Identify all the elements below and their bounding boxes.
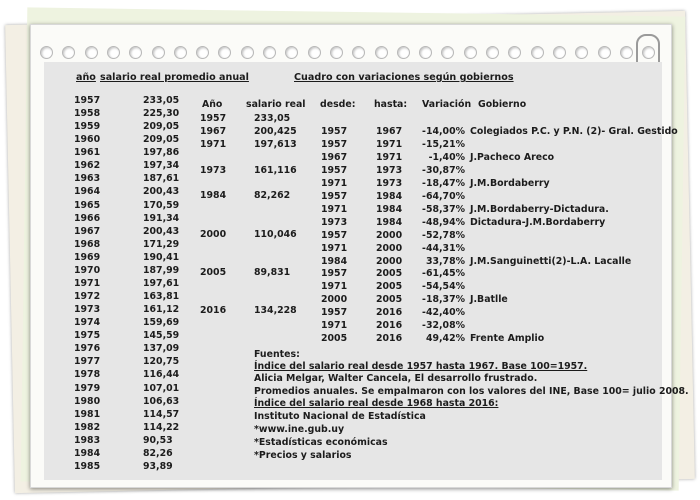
snapshot-label-salario: salario real (246, 99, 306, 110)
annual-year: 1967 (74, 225, 101, 237)
printed-table-sheet (44, 62, 689, 480)
variation-pct: 33,78% (425, 255, 465, 267)
punch-hole (531, 46, 544, 59)
annual-year: 1968 (74, 238, 101, 250)
variation-gobierno: Dictadura-J.M.Bordaberry (470, 216, 606, 228)
punch-hole (464, 46, 477, 59)
variation-gobierno: Frente Amplio (470, 333, 545, 345)
variation-pct: -42,40% (422, 307, 465, 319)
variation-hasta: 1971 (376, 138, 403, 150)
snapshot-year: 2016 (200, 305, 227, 316)
variation-hasta: 1973 (376, 177, 403, 189)
punch-hole (375, 46, 388, 59)
sources-line-4: Índice del salario real desde 1968 hasta 2016: (254, 398, 499, 409)
snapshot-value: 134,228 (254, 305, 297, 316)
sources-title: Fuentes: (254, 349, 300, 360)
snapshot-year: 1971 (200, 139, 227, 150)
annual-year: 1958 (74, 108, 101, 120)
variation-hasta: 2005 (376, 294, 403, 306)
punch-hole (598, 46, 611, 59)
annual-value: 190,41 (143, 251, 180, 263)
annual-year: 1965 (74, 199, 101, 211)
annual-value: 120,75 (143, 356, 180, 368)
punch-hole (553, 46, 566, 59)
annual-year: 1973 (74, 304, 101, 316)
annual-value: 163,81 (143, 291, 180, 303)
variation-desde: 1971 (321, 203, 348, 215)
punch-hole (285, 46, 298, 59)
annual-value: 161,12 (143, 304, 180, 316)
annual-year: 1962 (74, 160, 101, 172)
annual-value: 225,30 (143, 108, 180, 120)
variation-pct: -64,70% (422, 190, 465, 202)
variation-pct: -58,37% (422, 203, 465, 215)
annual-year: 1979 (74, 382, 101, 394)
sources-line-8: *Precios y salarios (254, 450, 352, 461)
variation-pct: -54,54% (422, 281, 465, 293)
header-salario: salario real promedio anual (100, 72, 249, 83)
punch-hole (40, 46, 53, 59)
annual-year: 1980 (74, 395, 101, 407)
annual-value: 93,89 (143, 460, 173, 472)
annual-value: 170,59 (143, 199, 180, 211)
variation-label-variacion: Variación (422, 99, 472, 110)
variation-pct: -48,94% (422, 216, 465, 228)
variation-pct: -30,87% (422, 164, 465, 176)
annual-year: 1983 (74, 434, 101, 446)
variation-desde: 1957 (321, 138, 348, 150)
annual-value: 107,01 (143, 382, 180, 394)
annual-value: 187,61 (143, 173, 180, 185)
annual-year: 1974 (74, 317, 101, 329)
variation-hasta: 2005 (376, 281, 403, 293)
annual-year: 1960 (74, 134, 101, 146)
table-title: Cuadro con variaciones según gobiernos (294, 72, 514, 83)
punch-hole (575, 46, 588, 59)
punch-hole (397, 46, 410, 59)
variation-label-desde: desde: (320, 99, 356, 110)
annual-year: 1961 (74, 147, 101, 159)
annual-year: 1963 (74, 173, 101, 185)
annual-year: 1975 (74, 330, 101, 342)
variation-gobierno: J.Pacheco Areco (470, 151, 555, 163)
annual-value: 114,57 (143, 408, 180, 420)
punch-hole (486, 46, 499, 59)
annual-year: 1970 (74, 264, 101, 276)
punch-holes (40, 46, 650, 62)
annual-value: 209,05 (143, 121, 180, 133)
header-anio: año (76, 72, 96, 83)
variation-pct: -44,31% (422, 242, 465, 254)
annual-value: 191,34 (143, 212, 180, 224)
sources-line-5: Instituto Nacional de Estadística (254, 411, 426, 422)
variation-hasta: 1967 (376, 126, 403, 137)
annual-year: 1969 (74, 251, 101, 263)
snapshot-year: 1973 (200, 165, 227, 176)
annual-value: 82,26 (143, 447, 173, 459)
annual-year: 1971 (74, 277, 101, 289)
sources-line-1: Índice del salario real desde 1957 hasta 1967. Base 100=1957. (254, 361, 588, 372)
variation-pct: -18,47% (422, 177, 465, 189)
sources-line-3: Promedios anuales. Se empalmaron con los valores del INE, Base 100= julio 2008. (254, 386, 689, 397)
snapshot-value: 89,831 (254, 267, 291, 278)
variation-desde: 1971 (321, 177, 348, 189)
punch-hole (263, 46, 276, 59)
annual-value: 197,34 (143, 160, 180, 172)
punch-hole (196, 46, 209, 59)
variation-hasta: 1984 (376, 216, 403, 228)
variation-gobierno: J.Batlle (470, 294, 508, 306)
sources-line-7: *Estadísticas económicas (254, 437, 388, 448)
annual-value: 200,43 (143, 225, 180, 237)
punch-hole (107, 46, 120, 59)
annual-year: 1964 (74, 186, 101, 198)
variation-desde: 1957 (321, 307, 348, 319)
annual-value: 209,05 (143, 134, 180, 146)
punch-hole (308, 46, 321, 59)
annual-value: 90,53 (143, 434, 173, 446)
annual-value: 197,61 (143, 277, 180, 289)
snapshot-value: 110,046 (254, 229, 297, 240)
annual-value: 187,99 (143, 264, 180, 276)
variation-pct: -15,21% (422, 138, 465, 150)
annual-value: 200,43 (143, 186, 180, 198)
variation-desde: 1957 (321, 164, 348, 176)
punch-hole (419, 46, 432, 59)
annual-year: 1959 (74, 121, 101, 133)
variation-pct: -14,00% (422, 126, 465, 137)
variation-hasta: 2016 (376, 307, 403, 319)
variation-gobierno: J.M.Sanguinetti(2)-L.A. Lacalle (470, 255, 632, 267)
annual-value: 233,05 (143, 95, 180, 106)
variation-desde: 1971 (321, 320, 348, 332)
snapshot-value: 197,613 (254, 139, 297, 150)
punch-hole (129, 46, 142, 59)
variation-hasta: 2000 (376, 229, 403, 241)
punch-hole (241, 46, 254, 59)
variation-hasta: 1984 (376, 190, 403, 202)
sources-line-6: *www.ine.gub.uy (254, 424, 345, 435)
variation-hasta: 2000 (376, 242, 403, 254)
variation-pct: -32,08% (422, 320, 465, 332)
annual-year: 1957 (74, 95, 101, 106)
variation-desde: 2000 (321, 294, 348, 306)
variation-desde: 1973 (321, 216, 348, 228)
variation-hasta: 2016 (376, 320, 403, 332)
variation-desde: 1971 (321, 242, 348, 254)
punch-hole (330, 46, 343, 59)
variation-desde: 1984 (321, 255, 348, 267)
annual-year: 1977 (74, 356, 101, 368)
variation-gobierno: Colegiados P.C. y P.N. (2)- Gral. Gestido (470, 126, 678, 137)
snapshot-year: 1967 (200, 126, 227, 137)
annual-year: 1982 (74, 421, 101, 433)
annual-value: 171,29 (143, 238, 180, 250)
annual-value: 197,86 (143, 147, 180, 159)
annual-year: 1981 (74, 408, 101, 420)
punch-hole (174, 46, 187, 59)
punch-hole (508, 46, 521, 59)
variation-label-hasta: hasta: (374, 99, 408, 110)
variation-desde: 2005 (321, 333, 348, 345)
variation-pct: -61,45% (422, 268, 465, 280)
annual-year: 1972 (74, 291, 101, 303)
variation-pct: -1,40% (428, 151, 465, 163)
snapshot-value: 200,425 (254, 126, 297, 137)
variation-hasta: 2005 (376, 268, 403, 280)
annual-year: 1984 (74, 447, 101, 459)
variation-hasta: 1971 (376, 151, 403, 163)
variation-pct: 49,42% (425, 333, 465, 345)
variation-label-gobierno: Gobierno (478, 99, 527, 110)
annual-value: 137,09 (143, 343, 180, 355)
annual-year: 1978 (74, 369, 101, 381)
variation-desde: 1967 (321, 151, 348, 163)
variation-gobierno: J.M.Bordaberry (470, 177, 550, 189)
annual-value: 145,59 (143, 330, 180, 342)
annual-value: 106,63 (143, 395, 180, 407)
snapshot-year: 2005 (200, 267, 227, 278)
variation-hasta: 2000 (376, 255, 403, 267)
punch-hole (441, 46, 454, 59)
variation-desde: 1971 (321, 281, 348, 293)
punch-hole (85, 46, 98, 59)
snapshot-value: 233,05 (254, 113, 291, 124)
annual-year: 1985 (74, 460, 101, 472)
sources-line-2: Alicia Melgar, Walter Cancela, El desarrollo frustrado. (254, 373, 538, 384)
annual-value: 116,44 (143, 369, 180, 381)
annual-value: 114,22 (143, 421, 180, 433)
annual-year: 1966 (74, 212, 101, 224)
punch-hole (218, 46, 231, 59)
variation-desde: 1957 (321, 190, 348, 202)
variation-hasta: 2016 (376, 333, 403, 345)
variation-gobierno: J.M.Bordaberry-Dictadura. (470, 203, 609, 215)
punch-hole (152, 46, 165, 59)
variation-hasta: 1973 (376, 164, 403, 176)
variation-desde: 1957 (321, 268, 348, 280)
snapshot-value: 82,262 (254, 190, 291, 201)
punch-hole (62, 46, 75, 59)
snapshot-value: 161,116 (254, 165, 297, 176)
annual-value: 159,69 (143, 317, 180, 329)
variation-desde: 1957 (321, 126, 348, 137)
variation-pct: -52,78% (422, 229, 465, 241)
punch-hole (352, 46, 365, 59)
variation-hasta: 1984 (376, 203, 403, 215)
snapshot-year: 2000 (200, 229, 227, 240)
snapshot-year: 1984 (200, 190, 227, 201)
snapshot-label-anio: Año (202, 99, 223, 110)
variation-desde: 1957 (321, 229, 348, 241)
snapshot-year: 1957 (200, 113, 227, 124)
annual-year: 1976 (74, 343, 101, 355)
punch-hole (620, 46, 633, 59)
variation-pct: -18,37% (422, 294, 465, 306)
